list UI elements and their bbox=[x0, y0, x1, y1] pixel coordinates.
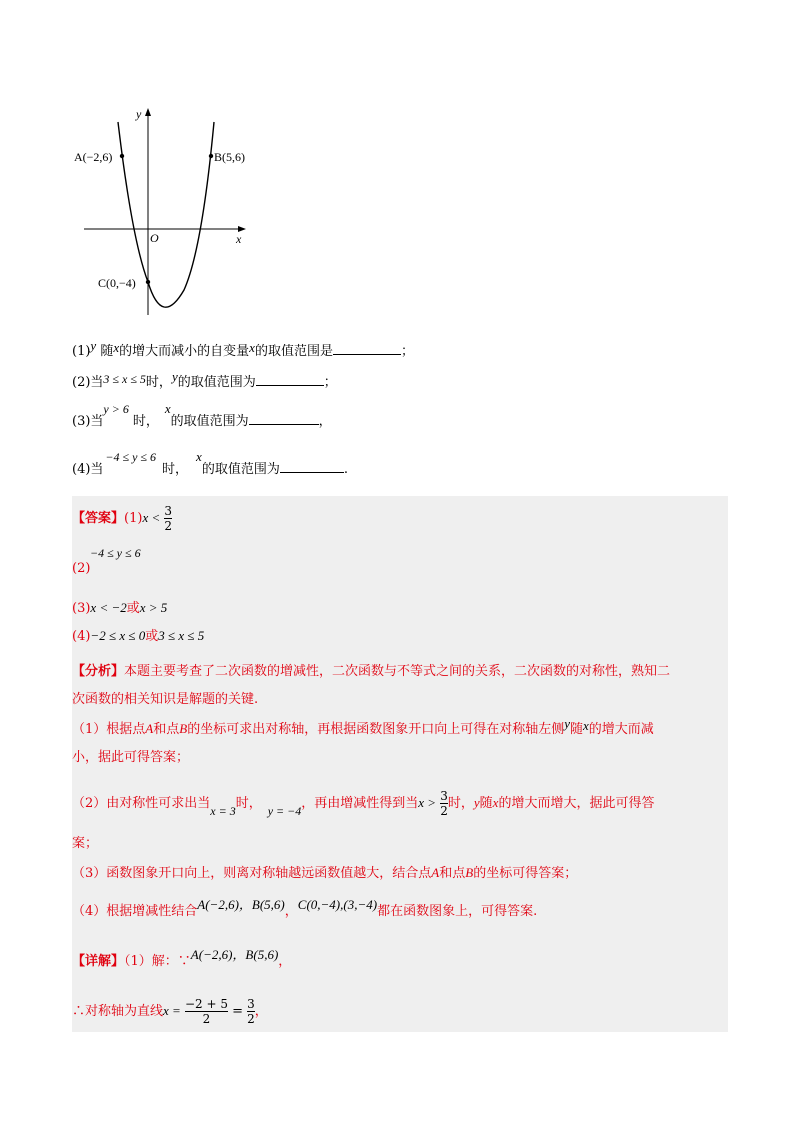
answer-blank-2[interactable] bbox=[256, 373, 324, 386]
question-1: (1)y 随x的增大而减小的自变量x的取值范围是 ； bbox=[72, 338, 414, 359]
answer-line-3: (3)x < −2或x > 5 bbox=[72, 600, 168, 616]
point-a-label: A(−2,6) bbox=[74, 150, 113, 164]
point-b-label: B(5,6) bbox=[214, 150, 245, 164]
detail-line-1: 【详解】（1）解：∵A(−2,6)，B(5,6)， bbox=[72, 947, 292, 969]
answer-line-1: 【答案】(1)x < $\frac{3}{2}$ bbox=[72, 504, 173, 533]
point-c-dot bbox=[146, 280, 150, 284]
answer-1-fraction: $\frac{3}{2}$ bbox=[164, 504, 173, 533]
answer-blank-4[interactable] bbox=[280, 460, 344, 473]
analysis-step-1: （1）根据点A和点B的坐标可求出对称轴，再根据函数图象开口向上可得在对称轴左侧y随x的增大而减 bbox=[72, 716, 654, 737]
origin-label: O bbox=[150, 231, 159, 245]
answer-blank-1[interactable] bbox=[333, 342, 401, 355]
x-axis-label: x bbox=[236, 232, 242, 246]
answer-line-2-num: (2) bbox=[72, 561, 91, 576]
question-4: (4)当−4 ≤ y ≤ 6时，x的取值范围为 . bbox=[72, 449, 348, 477]
analysis-step-1b: 小，据此可得答案； bbox=[72, 750, 190, 765]
analysis-step-3: （3）函数图象开口向上，则离对称轴越远函数值越大，结合点A和点B的坐标可得答案； bbox=[72, 865, 578, 881]
analysis-step-4: （4）根据增减性结合A(−2,6)，B(5,6)，C(0,−4),(3,−4)都在函数图象上，可得答案. bbox=[72, 897, 538, 919]
answer-blank-3[interactable] bbox=[249, 412, 319, 425]
y-axis-label: y bbox=[136, 107, 142, 121]
answer-line-2: −4 ≤ y ≤ 6 bbox=[90, 546, 141, 560]
y-axis-arrow bbox=[145, 108, 151, 116]
detail-fraction-2: $\frac{3}{2}$ bbox=[247, 997, 255, 1026]
detail-line-2: ∴对称轴为直线x = $\frac{-2 + 5}{2}$ = $\frac{3}{2}$ ， bbox=[72, 997, 268, 1026]
answer-line-4: (4)−2 ≤ x ≤ 0或3 ≤ x ≤ 5 bbox=[72, 628, 205, 644]
point-a-dot bbox=[120, 154, 124, 158]
analysis-step-2: （2）由对称性可求出当x = 3时， y = −4，再由增减性得到当x > $\frac{3}{2}$ 时，y随x的增大而增大，据此可得答 bbox=[72, 789, 655, 818]
question-3: (3)当y > 6时，x的取值范围为 ， bbox=[72, 401, 332, 429]
analysis-fraction: $\frac{3}{2}$ bbox=[440, 789, 448, 818]
question-2: (2)当3 ≤ x ≤ 5时，y的取值范围为 ； bbox=[72, 369, 337, 390]
detail-fraction-1: $\frac{-2 + 5}{2}$ bbox=[184, 997, 228, 1026]
analysis-line-2: 次函数的相关知识是解题的关键. bbox=[72, 692, 259, 707]
parabola-graph bbox=[74, 100, 260, 320]
analysis-line-1: 【分析】本题主要考查了二次函数的增减性，二次函数与不等式之间的关系，二次函数的对称性，熟知二 bbox=[72, 664, 671, 679]
point-c-label: C(0,−4) bbox=[98, 276, 136, 290]
point-b-dot bbox=[209, 154, 213, 158]
analysis-step-2b: 案； bbox=[72, 836, 99, 851]
